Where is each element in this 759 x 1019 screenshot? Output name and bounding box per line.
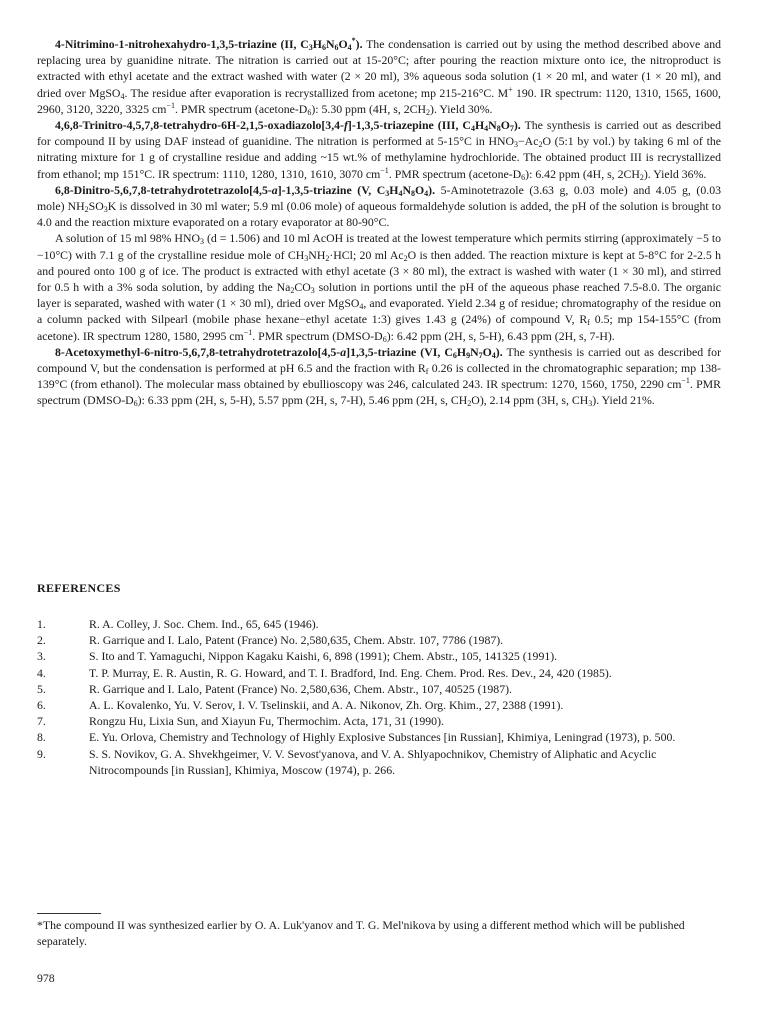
footnote-rule: [37, 913, 101, 914]
reference-number: 6.: [37, 698, 46, 713]
body-text: [37, 36, 721, 409]
reference-text: R. Garrique and I. Lalo, Patent (France) No. 2,580,636, Chem. Abstr., 107, 40525 (1987).: [89, 681, 512, 696]
paragraph-compound-vi: 8-Acetoxymethyl-6-nitro-5,6,7,8-tetrahydrotetrazolo[4,5-a]1,3,5-triazine (VI, $C_6H_9N_7O_4$). The synthesis is carried out as described for compound V, but the condensation is performed at pH 6.5 and the fraction with $R_f$ 0.26 is collected in the chromatographic separation; mp 138-139°C (from ethanol). The molecular mass obtained by ebullioscopy was 246, calculated 243. IR spectrum: 1270, 1560, 1750, 2290 $cm^{-1}$. PMR spectrum $(DMSO-D_6)$: 6.33 ppm (2H, s, 5-H), 5.57 ppm (2H, s, 7-H), 5.46 ppm (2H, s, $CH_2O$), 2.14 ppm (3H, s, $CH_3$). Yield 21%.: [37, 344, 721, 409]
reference-item: [37, 713, 727, 729]
reference-number: 9.: [37, 746, 46, 761]
reference-text: R. Garrique and I. Lalo, Patent (France) No. 2,580,635, Chem. Abstr. 107, 7786 (1987).: [89, 633, 504, 648]
reference-item: [37, 648, 727, 664]
paragraph-compound-iii: 4,6,8-Trinitro-4,5,7,8-tetrahydro-6H-2,1,5-oxadiazolo[3,4-f]-1,3,5-triazepine (III, $C_4H_4N_8O_7$). The synthesis is carried out as described for compound II by using DAF instead of guanidine. The nitration is performed at 5-15°C in $HNO_3-Ac_2O$ (5:1 by vol.) by taking 6 ml of the nitrating mixture for 1 g of crystalline residue and adding ~15 wt.% of methylamine hydrochloride. The obtained product III is recrystallized from ethanol; mp 151°C. IR spectrum: 1110, 1280, 1310, 1610, 3070 $cm^{-1}$. PMR spectrum $(acetone-D_6)$: 6.42 ppm (4H, s, $2CH_2$). Yield 36%.: [37, 118, 721, 182]
reference-number: 4.: [37, 665, 46, 680]
reference-number: 7.: [37, 714, 46, 729]
paragraph-compound-ii: 4-Nitrimino-1-nitrohexahydro-1,3,5-triazine (II, $C_3H_6N_6O_4^*$). The condensation is carried out by using the method described above and replacing urea by guanidine nitrate. The nitration is carried out at 15-20°C; after pouring the reaction mixture onto ice, the nitroproduct is extracted with ethyl acetate and the extract washed with water (2 × 20 ml), 3% aqueous soda solution (1 × 20 ml, and water (1 × 20 ml), and dried over MgSO$_4$. The residue after evaporation is recrystallized from acetone; mp 215-216°C. M+ 190. IR spectrum: 1120, 1310, 1565, 1600, 2960, 3120, 3220, 3325 $cm^{-1}$. PMR spectrum $(acetone-D_6)$: 5.30 ppm (4H, s, $2CH_2$). Yield 30%.: [37, 36, 721, 117]
reference-text: R. A. Colley, J. Soc. Chem. Ind., 65, 645 (1946).: [89, 617, 319, 631]
reference-text: T. P. Murray, E. R. Austin, R. G. Howard, and T. I. Bradford, Ind. Eng. Chem. Prod. Res. Dev., 24, 420 (1985).: [89, 665, 612, 680]
reference-number: 1.: [37, 617, 46, 631]
reference-number: 5.: [37, 681, 46, 696]
reference-item: [37, 746, 727, 778]
page-number: 978: [37, 971, 55, 985]
reference-number: 2.: [37, 633, 46, 648]
paragraph-compound-v: 6,8-Dinitro-5,6,7,8-tetrahydrotetrazolo[4,5-a]-1,3,5-triazine (V, $C_3H_4N_8O_4$). 5-Aminotetrazole (3.63 g, 0.03 mole) and 4.05 g, (0.03 mole) $NH_2SO_3K$ is dissolved in 30 ml water; 5.9 ml (0.06 mole) of aqueous formaldehyde solution is added, the pH of the solution is brought to 4.0 and the reaction mixture evaporated on a rotary evaporator at 80-90°C.: [37, 182, 721, 230]
references-heading: REFERENCES: [37, 581, 121, 595]
references-list: [37, 616, 727, 778]
reference-number: 8.: [37, 730, 46, 745]
reference-number: 3.: [37, 649, 46, 664]
reference-item: [37, 632, 727, 648]
paragraph-compound-v-nitration: A solution of 15 ml 98% $HNO_3$ (d = 1.506) and 10 ml AcOH is treated at the lowest temperature which permits stirring (approximately −5 to −10°C) with 7.1 g of the crystalline residue mole of $CH_3NH_2\cdot HCl$; 20 ml $Ac_2O$ is then added. The reaction mixture is kept at 5-8°C for 2-2.5 h and poured onto 100 g of ice. The product is extracted with ethyl acetate (3 × 80 ml), the extract is washed with water (1 × 30 ml), and stirred for 0.5 h with a 3% soda solution, by adding the $Na_2CO_3$ solution in portions until the pH of the aqueous phase reached 7.5-8.0. The organic layer is separated, washed with water (1 × 30 ml), dried over MgSO$_4$, and evaporated. Yield 2.34 g of residue; chromatography of the residue on a column packed with Silpearl (mobile phase hexane−ethyl acetate 1:3) gives 1.43 g (24%) of compound V, $R_f$ 0.5; mp 154-155°C (from acetone). IR spectrum 1280, 1580, 2995 $cm^{-1}$. PMR spectrum $(DMSO-D_6)$: 6.42 ppm (2H, s, 5-H), 6.43 ppm (2H, s, 7-H).: [37, 231, 721, 344]
reference-text: Rongzu Hu, Lixia Sun, and Xiayun Fu, Thermochim. Acta, 171, 31 (1990).: [89, 714, 444, 729]
reference-item: [37, 697, 727, 713]
footnote: *The compound II was synthesized earlier by O. A. Luk'yanov and T. G. Mel'nikova by using a different method which will be published separately.: [37, 918, 685, 949]
reference-text: A. L. Kovalenko, Yu. V. Serov, I. V. Tselinskii, and A. A. Nikonov, Zh. Org. Khim., 27, 2388 (1991).: [89, 698, 564, 713]
reference-item: [37, 681, 727, 697]
reference-item: [37, 616, 727, 632]
reference-text: S. Ito and T. Yamaguchi, Nippon Kagaku Kaishi, 6, 898 (1991); Chem. Abstr., 105, 141325 (1991).: [89, 649, 558, 664]
reference-item: [37, 665, 727, 681]
reference-text: S. S. Novikov, G. A. Shvekhgeimer, V. V. Sevost'yanova, and V. A. Shlyapochnikov, Chemistry of Aliphatic and Acyclic Nitrocompounds [in Russian], Khimiya, Moscow (1974), p. 266.: [89, 746, 657, 777]
reference-item: [37, 729, 727, 745]
reference-text: E. Yu. Orlova, Chemistry and Technology of Highly Explosive Substances [in Russian], Khimiya, Leningrad (1973), p. 500.: [89, 730, 676, 745]
